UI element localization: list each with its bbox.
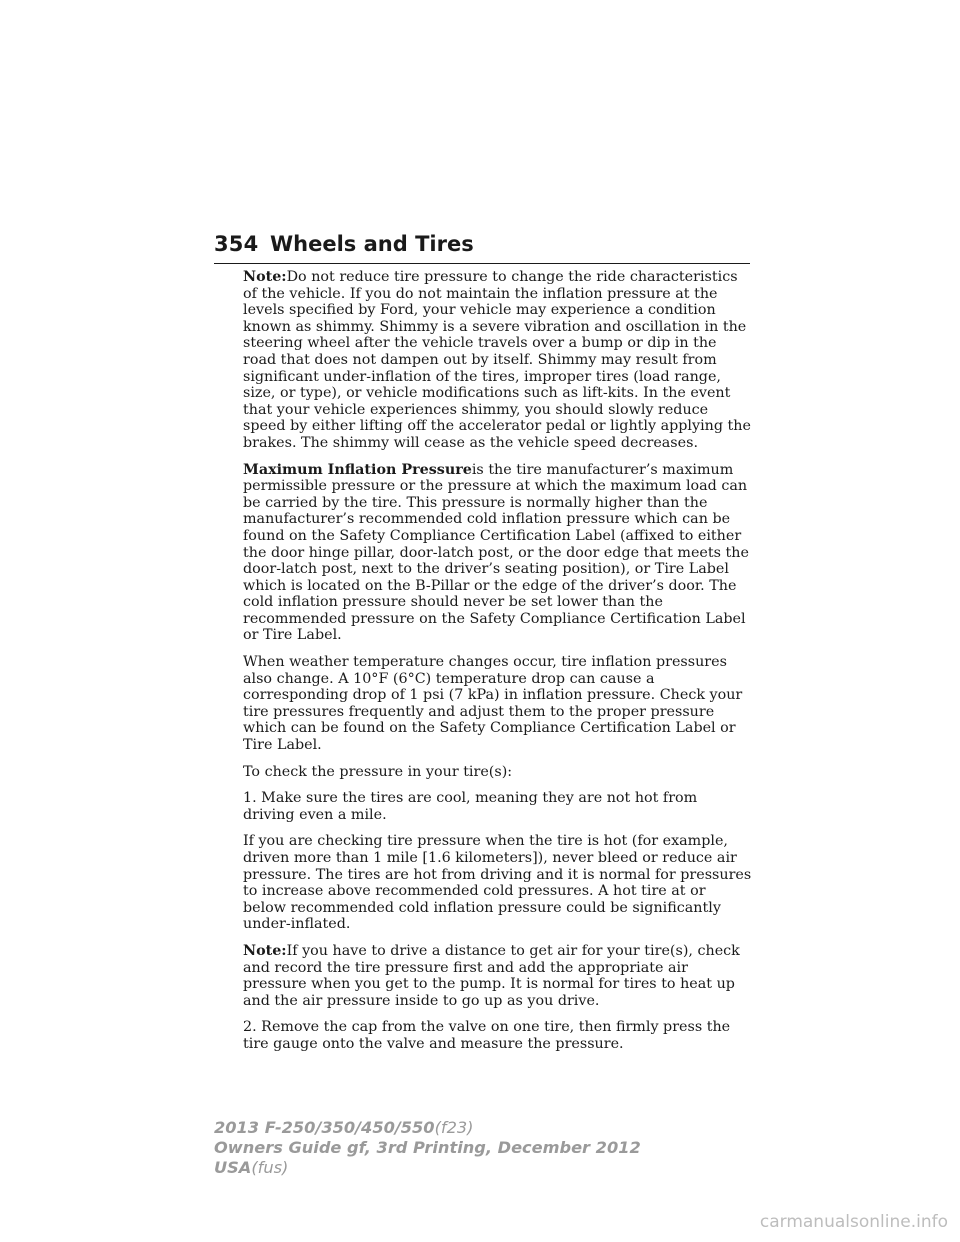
footer-line-edition [214, 1138, 641, 1158]
term-definition: is the tire manufacturer’s maximum permissible pressure or the pressure at which the maximum load can be carried by the tire. This pressure is normally higher than the manufacturer’s recommended cold inflation pressure which can be found on the Safety Compliance Certification Label (affixed to either the door hinge pillar, door-latch post, or the door edge that meets the door-latch post, next to the driver’s seating position), or Tire Label which is located on the B-Pillar or the edge of the driver’s door. The cold inflation pressure should never be set lower than the recommended pressure on the Safety Compliance Certification Label or Tire Label. [243, 461, 749, 644]
body-content [243, 269, 753, 1063]
max-inflation-paragraph [243, 462, 753, 645]
note-label: Note: [243, 269, 287, 285]
temperature-paragraph: When weather temperature changes occur, tire inflation pressures also change. A 10°F (6°C) temperature drop can cause a corresponding drop of 1 psi (7 kPa) in inflation pressure. Check your tire pressures frequently and adjust them to the proper pressure which can be found on the Safety Compliance Certification Label or Tire Label. [243, 654, 743, 754]
footer-line-model [214, 1118, 641, 1138]
note-label: Note: [243, 942, 287, 959]
page-number: 354 [214, 232, 259, 256]
note-text: Do not reduce tire pressure to change the ride characteristics of the vehicle. If you do not maintain the inflation pressure at the levels specified by Ford, your vehicle may experience a condition known as shimmy. Shimmy is a severe vibration and oscillation in the steering wheel after the vehicle travels over a bump or dip in the road that does not dampen out by itself. Shimmy may result from significant under-inflation of the tires, improper tires (load range, size, or type), or vehicle modifications such as lift-kits. In the event that your vehicle experiences shimmy, you should slowly reduce speed by either lifting off the accelerator pedal or lightly applying the brakes. The shimmy will cease as the vehicle speed decreases. [243, 269, 751, 451]
check-pressure-intro: To check the pressure in your tire(s): [243, 763, 513, 780]
footer-edition: Owners Guide gf, 3rd Printing, December 2012 [214, 1138, 641, 1157]
footer-market: USA [214, 1158, 252, 1177]
footer-model: 2013 F-250/350/450/550 [214, 1118, 435, 1137]
term-label: Maximum Inflation Pressure [243, 461, 472, 478]
hot-tire-paragraph: If you are checking tire pressure when the tire is hot (for example, driven more than 1 mile [1.6 kilometers]), never bleed or reduce air pressure. The tires are hot from driving and it is normal for pressures to increase above recommended cold pressures. A hot tire at or below recommended cold inflation pressure could be significantly under-inflated. [243, 833, 752, 933]
note-paragraph-shimmy [243, 269, 753, 452]
footer-line-market [214, 1158, 641, 1178]
header-divider [214, 263, 750, 264]
step-1: 1. Make sure the tires are cool, meaning they are not hot from driving even a mile. [243, 790, 698, 823]
footer-market-code: (fus) [251, 1158, 289, 1177]
step-2: 2. Remove the cap from the valve on one tire, then firmly press the tire gauge onto the valve and measure the pressure. [243, 1019, 731, 1052]
page-footer [214, 1118, 641, 1178]
note-text: If you have to drive a distance to get air for your tire(s), check and record the tire pressure first and add the appropriate air pressure when you get to the pump. It is normal for tires to heat up and the air pressure inside to go up as you drive. [243, 942, 740, 1009]
section-title: Wheels and Tires [270, 232, 474, 256]
watermark: carmanualsonline.info [759, 1212, 948, 1232]
note-paragraph-drive [243, 943, 753, 1009]
footer-model-code: (f23) [434, 1118, 474, 1137]
